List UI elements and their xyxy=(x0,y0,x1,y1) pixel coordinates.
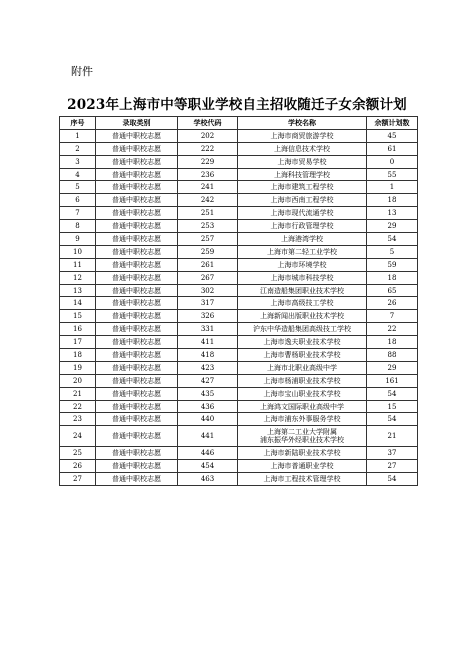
school-name-line: 上海市普通职业学校 xyxy=(270,462,334,471)
cell-school-code: 267 xyxy=(178,271,238,284)
cell-category: 普通中职校志愿 xyxy=(96,284,178,297)
school-name-line: 上海市新陆职业技术学校 xyxy=(263,449,341,458)
cell-category: 普通中职校志愿 xyxy=(96,155,178,168)
cell-school-name xyxy=(238,194,367,207)
cell-school-name xyxy=(238,258,367,271)
cell-quota: 54 xyxy=(367,473,418,486)
cell-quota: 54 xyxy=(367,233,418,246)
cell-school-code: 222 xyxy=(178,142,238,155)
cell-serial: 26 xyxy=(60,460,96,473)
cell-school-name xyxy=(238,336,367,349)
cell-school-code: 326 xyxy=(178,310,238,323)
cell-school-name xyxy=(238,207,367,220)
cell-serial: 22 xyxy=(60,400,96,413)
cell-category: 普通中职校志愿 xyxy=(96,129,178,142)
cell-serial: 15 xyxy=(60,310,96,323)
cell-serial: 11 xyxy=(60,258,96,271)
table-row xyxy=(60,473,418,486)
cell-school-name xyxy=(238,271,367,284)
cell-school-code: 436 xyxy=(178,400,238,413)
cell-quota: 0 xyxy=(367,155,418,168)
cell-quota: 88 xyxy=(367,349,418,362)
cell-school-code: 331 xyxy=(178,323,238,336)
school-name-line: 浦东振华外经职业技术学校 xyxy=(260,436,344,445)
cell-category: 普通中职校志愿 xyxy=(96,297,178,310)
table-row xyxy=(60,349,418,362)
table-row xyxy=(60,168,418,181)
cell-quota: 21 xyxy=(367,426,418,447)
table-row xyxy=(60,447,418,460)
school-name-line: 上海市城市科技学校 xyxy=(270,273,334,282)
header-school-code: 学校代码 xyxy=(178,117,238,130)
cell-school-name xyxy=(238,233,367,246)
cell-category: 普通中职校志愿 xyxy=(96,323,178,336)
cell-category: 普通中职校志愿 xyxy=(96,374,178,387)
cell-school-code: 241 xyxy=(178,181,238,194)
cell-category: 普通中职校志愿 xyxy=(96,207,178,220)
cell-school-code: 435 xyxy=(178,387,238,400)
cell-category: 普通中职校志愿 xyxy=(96,271,178,284)
table-row xyxy=(60,413,418,426)
table-row xyxy=(60,387,418,400)
cell-school-code: 302 xyxy=(178,284,238,297)
table-row xyxy=(60,129,418,142)
cell-quota: 18 xyxy=(367,336,418,349)
school-name-line: 上海市逸夫职业技术学校 xyxy=(263,338,341,347)
cell-category: 普通中职校志愿 xyxy=(96,473,178,486)
cell-quota: 59 xyxy=(367,258,418,271)
table-row xyxy=(60,207,418,220)
cell-quota: 1 xyxy=(367,181,418,194)
school-name-line: 上海新闻出版职业技术学校 xyxy=(260,312,344,321)
school-name-line: 上海市工程技术管理学校 xyxy=(263,475,341,484)
cell-school-name xyxy=(238,473,367,486)
table-row xyxy=(60,220,418,233)
cell-school-name xyxy=(238,155,367,168)
header-category: 录取类别 xyxy=(96,117,178,130)
cell-category: 普通中职校志愿 xyxy=(96,245,178,258)
cell-school-name xyxy=(238,413,367,426)
table-row xyxy=(60,426,418,447)
table-row xyxy=(60,245,418,258)
cell-quota: 65 xyxy=(367,284,418,297)
cell-school-name xyxy=(238,245,367,258)
school-name-line: 上海市杨浦职业技术学校 xyxy=(263,376,341,385)
cell-serial: 16 xyxy=(60,323,96,336)
cell-category: 普通中职校志愿 xyxy=(96,426,178,447)
cell-quota: 55 xyxy=(367,168,418,181)
school-name-line: 上海市高级技工学校 xyxy=(270,299,334,308)
table-row xyxy=(60,297,418,310)
cell-serial: 18 xyxy=(60,349,96,362)
cell-quota: 18 xyxy=(367,271,418,284)
table-row xyxy=(60,258,418,271)
cell-school-name xyxy=(238,168,367,181)
school-name-line: 江南造船集团职业技术学校 xyxy=(260,286,344,295)
cell-school-code: 261 xyxy=(178,258,238,271)
cell-category: 普通中职校志愿 xyxy=(96,233,178,246)
cell-quota: 61 xyxy=(367,142,418,155)
cell-category: 普通中职校志愿 xyxy=(96,168,178,181)
header-serial: 序号 xyxy=(60,117,96,130)
table-header-row xyxy=(60,117,418,130)
cell-quota: 45 xyxy=(367,129,418,142)
document-title: 2023年上海市中等职业学校自主招收随迁子女余额计划 xyxy=(67,97,407,113)
cell-school-name xyxy=(238,297,367,310)
cell-serial: 14 xyxy=(60,297,96,310)
table-row xyxy=(60,181,418,194)
school-name-line: 上海市环境学校 xyxy=(277,260,327,269)
cell-serial: 8 xyxy=(60,220,96,233)
cell-school-code: 427 xyxy=(178,374,238,387)
school-name-line: 上海市第二轻工业学校 xyxy=(267,247,337,256)
cell-serial: 1 xyxy=(60,129,96,142)
school-name-line: 上海市行政管理学校 xyxy=(270,222,334,231)
cell-category: 普通中职校志愿 xyxy=(96,142,178,155)
table-row xyxy=(60,233,418,246)
cell-serial: 27 xyxy=(60,473,96,486)
cell-school-name xyxy=(238,447,367,460)
table-row xyxy=(60,361,418,374)
cell-serial: 13 xyxy=(60,284,96,297)
school-name-line: 上海市北职业高级中学 xyxy=(267,363,337,372)
table-row xyxy=(60,155,418,168)
cell-category: 普通中职校志愿 xyxy=(96,400,178,413)
cell-quota: 29 xyxy=(367,361,418,374)
cell-category: 普通中职校志愿 xyxy=(96,336,178,349)
cell-serial: 21 xyxy=(60,387,96,400)
cell-serial: 3 xyxy=(60,155,96,168)
cell-quota: 5 xyxy=(367,245,418,258)
table-row xyxy=(60,310,418,323)
table-row xyxy=(60,336,418,349)
cell-category: 普通中职校志愿 xyxy=(96,387,178,400)
cell-school-code: 202 xyxy=(178,129,238,142)
table-row xyxy=(60,323,418,336)
cell-serial: 25 xyxy=(60,447,96,460)
cell-category: 普通中职校志愿 xyxy=(96,194,178,207)
cell-quota: 161 xyxy=(367,374,418,387)
cell-school-name xyxy=(238,220,367,233)
table-row xyxy=(60,284,418,297)
cell-quota: 13 xyxy=(367,207,418,220)
table-row xyxy=(60,400,418,413)
school-name-line: 上海信息技术学校 xyxy=(274,144,330,153)
cell-school-name xyxy=(238,129,367,142)
cell-school-name xyxy=(238,460,367,473)
cell-school-code: 454 xyxy=(178,460,238,473)
cell-category: 普通中职校志愿 xyxy=(96,220,178,233)
cell-school-code: 229 xyxy=(178,155,238,168)
cell-school-code: 242 xyxy=(178,194,238,207)
cell-school-name xyxy=(238,142,367,155)
cell-serial: 19 xyxy=(60,361,96,374)
table-body xyxy=(60,129,418,485)
cell-category: 普通中职校志愿 xyxy=(96,310,178,323)
cell-school-name xyxy=(238,361,367,374)
school-name-line: 沪东中华造船集团高级技工学校 xyxy=(253,325,351,334)
cell-school-code: 463 xyxy=(178,473,238,486)
cell-school-code: 418 xyxy=(178,349,238,362)
cell-quota: 7 xyxy=(367,310,418,323)
cell-serial: 24 xyxy=(60,426,96,447)
cell-school-code: 253 xyxy=(178,220,238,233)
cell-serial: 17 xyxy=(60,336,96,349)
cell-category: 普通中职校志愿 xyxy=(96,258,178,271)
table-row xyxy=(60,460,418,473)
school-name-line: 上海市现代流通学校 xyxy=(270,209,334,218)
cell-school-name xyxy=(238,181,367,194)
cell-serial: 2 xyxy=(60,142,96,155)
cell-category: 普通中职校志愿 xyxy=(96,361,178,374)
cell-serial: 12 xyxy=(60,271,96,284)
cell-school-code: 446 xyxy=(178,447,238,460)
cell-quota: 15 xyxy=(367,400,418,413)
header-quota: 余额计划数 xyxy=(367,117,418,130)
school-name-line: 上海市宝山职业技术学校 xyxy=(263,389,341,398)
cell-quota: 18 xyxy=(367,194,418,207)
cell-quota: 54 xyxy=(367,387,418,400)
cell-serial: 20 xyxy=(60,374,96,387)
cell-quota: 54 xyxy=(367,413,418,426)
cell-quota: 26 xyxy=(367,297,418,310)
cell-school-code: 317 xyxy=(178,297,238,310)
cell-school-name xyxy=(238,323,367,336)
cell-quota: 29 xyxy=(367,220,418,233)
cell-serial: 6 xyxy=(60,194,96,207)
quota-table xyxy=(59,116,418,486)
school-name-line: 上海市浦东外事服务学校 xyxy=(263,415,341,424)
cell-school-name xyxy=(238,374,367,387)
cell-school-code: 251 xyxy=(178,207,238,220)
school-name-line: 上海鸿文国际职业高级中学 xyxy=(260,402,344,411)
cell-quota: 37 xyxy=(367,447,418,460)
cell-school-code: 440 xyxy=(178,413,238,426)
cell-school-code: 257 xyxy=(178,233,238,246)
table-row xyxy=(60,142,418,155)
school-name-line: 上海第二工业大学附属 xyxy=(267,428,337,437)
cell-school-code: 259 xyxy=(178,245,238,258)
cell-category: 普通中职校志愿 xyxy=(96,349,178,362)
cell-school-code: 441 xyxy=(178,426,238,447)
attachment-label: 附件 xyxy=(71,65,93,78)
table-row xyxy=(60,271,418,284)
cell-serial: 23 xyxy=(60,413,96,426)
table-row xyxy=(60,374,418,387)
cell-serial: 9 xyxy=(60,233,96,246)
cell-quota: 27 xyxy=(367,460,418,473)
cell-school-code: 236 xyxy=(178,168,238,181)
school-name-line: 上海市西南工程学校 xyxy=(270,196,334,205)
cell-category: 普通中职校志愿 xyxy=(96,413,178,426)
cell-school-name xyxy=(238,400,367,413)
school-name-line: 上海科技管理学校 xyxy=(274,170,330,179)
cell-school-name xyxy=(238,349,367,362)
cell-school-code: 423 xyxy=(178,361,238,374)
cell-category: 普通中职校志愿 xyxy=(96,460,178,473)
cell-school-name xyxy=(238,284,367,297)
cell-school-name xyxy=(238,387,367,400)
cell-category: 普通中职校志愿 xyxy=(96,181,178,194)
table-row xyxy=(60,194,418,207)
cell-quota: 22 xyxy=(367,323,418,336)
cell-serial: 4 xyxy=(60,168,96,181)
cell-serial: 5 xyxy=(60,181,96,194)
school-name-line: 上海市贸易学校 xyxy=(277,157,327,166)
cell-category: 普通中职校志愿 xyxy=(96,447,178,460)
school-name-line: 上海市商贸旅游学校 xyxy=(270,131,334,140)
cell-serial: 7 xyxy=(60,207,96,220)
cell-school-code: 411 xyxy=(178,336,238,349)
cell-serial: 10 xyxy=(60,245,96,258)
school-name-line: 上海市建筑工程学校 xyxy=(270,183,334,192)
school-name-line: 上海港湾学校 xyxy=(281,234,323,243)
cell-school-name xyxy=(238,310,367,323)
header-school-name: 学校名称 xyxy=(238,117,367,130)
cell-school-name xyxy=(238,426,367,447)
school-name-line: 上海市曹杨职业技术学校 xyxy=(263,350,341,359)
